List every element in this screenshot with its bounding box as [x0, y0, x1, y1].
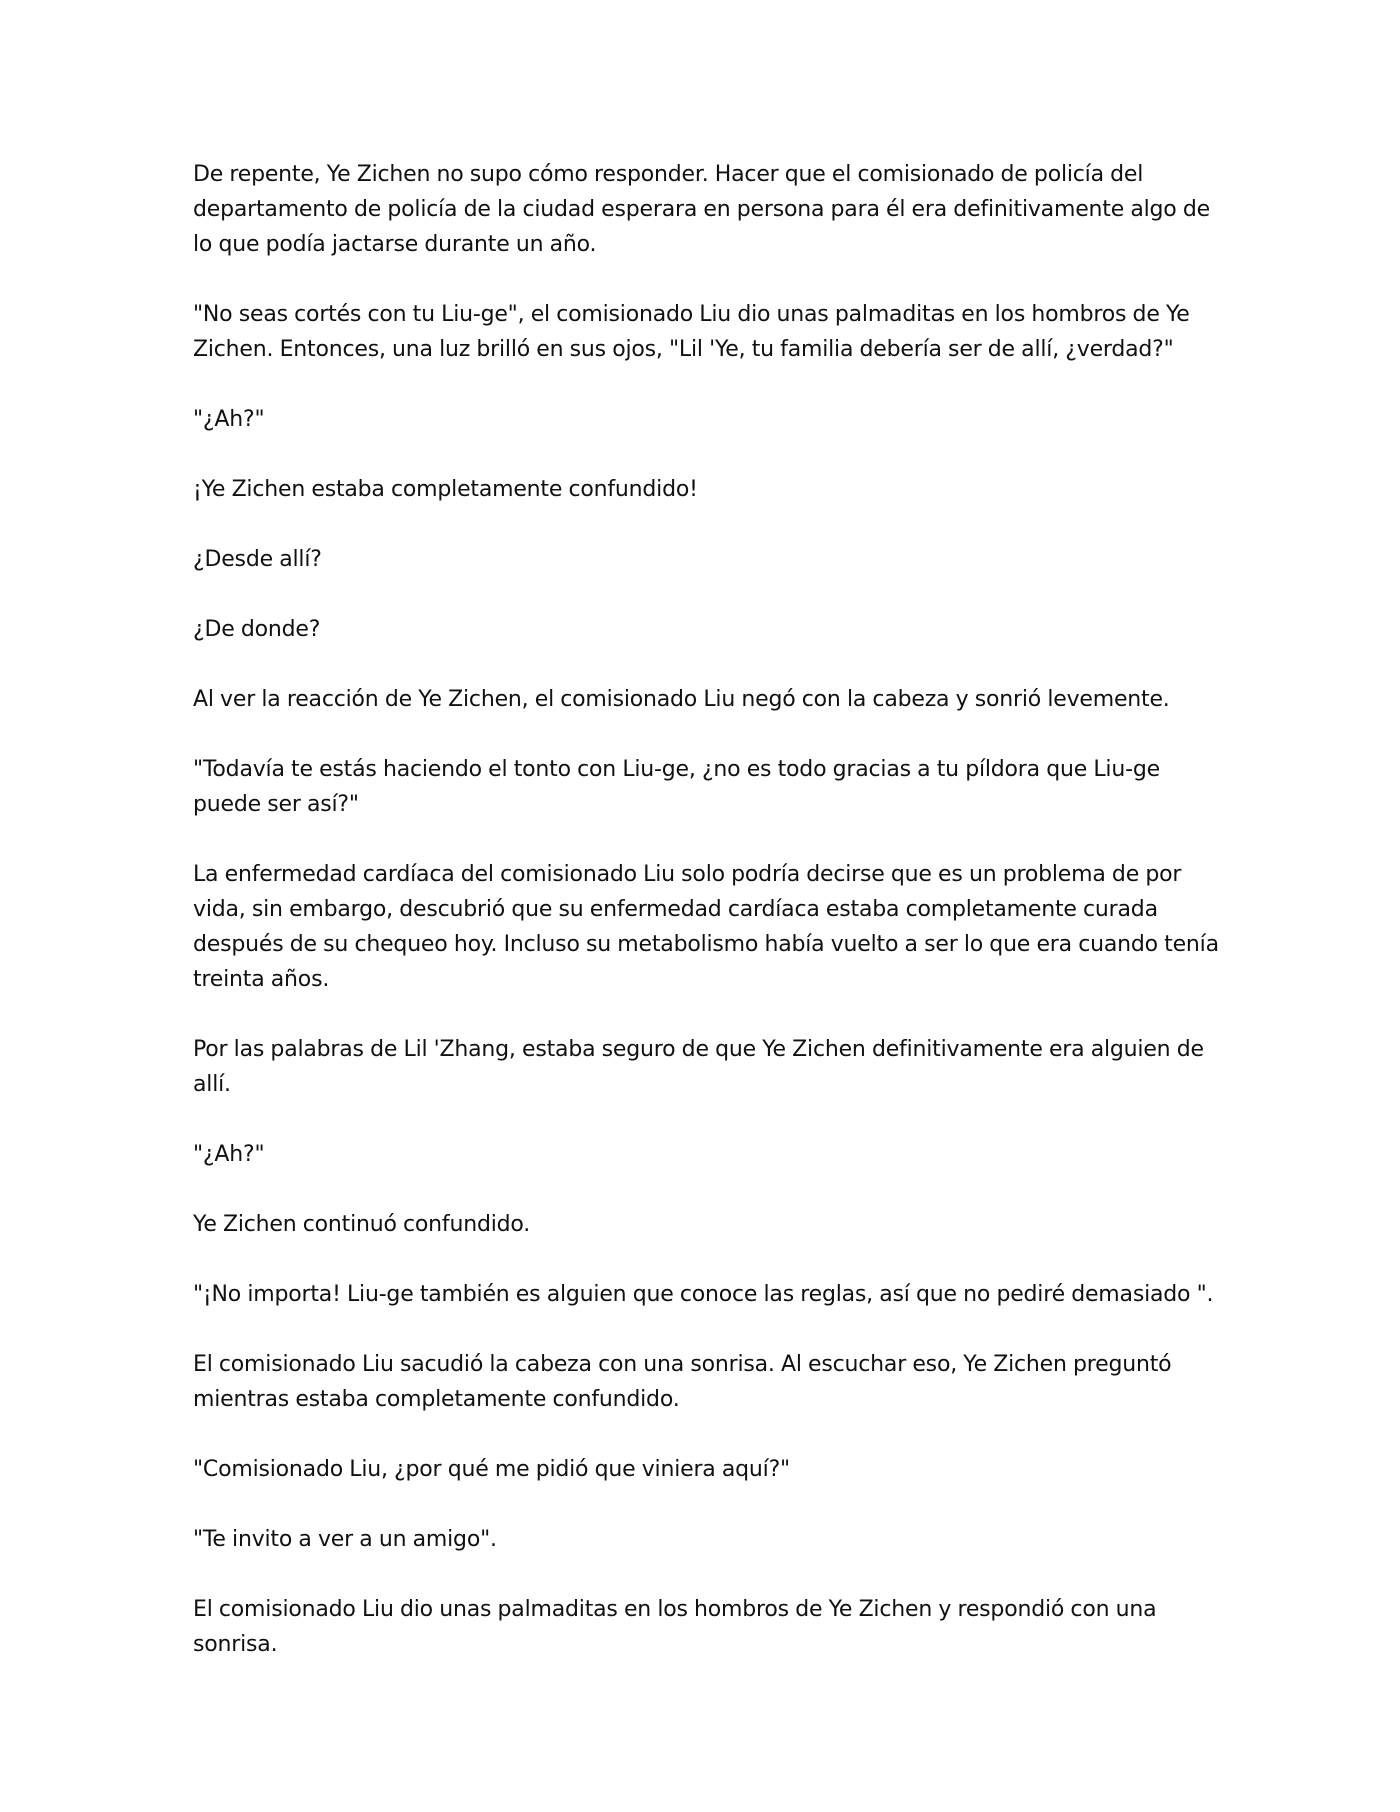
- paragraph-4: ¡Ye Zichen estaba completamente confundido!: [193, 477, 698, 502]
- paragraph-17: El comisionado Liu dio unas palmaditas en los hombros de Ye Zichen y respondió con una sonrisa.: [193, 1597, 1157, 1657]
- paragraph-9: La enfermedad cardíaca del comisionado Liu solo podría decirse que es un problema de por vida, sin embargo, descubrió que su enfermedad cardíaca estaba completamente curada después de su chequeo hoy. Incluso su metabolismo había vuelto a ser lo que era cuando tenía treinta años.: [193, 862, 1219, 992]
- paragraph-13: "¡No importa! Liu-ge también es alguien que conoce las reglas, así que no pediré demasiado ".: [193, 1282, 1214, 1307]
- document-body: [193, 157, 1223, 1697]
- paragraph-16: "Te invito a ver a un amigo".: [193, 1527, 497, 1552]
- paragraph-8: "Todavía te estás haciendo el tonto con Liu-ge, ¿no es todo gracias a tu píldora que Liu-ge puede ser así?": [193, 757, 1160, 817]
- paragraph-6: ¿De donde?: [193, 617, 321, 642]
- paragraph-3: "¿Ah?": [193, 407, 265, 432]
- paragraph-10: Por las palabras de Lil 'Zhang, estaba seguro de que Ye Zichen definitivamente era alguien de allí.: [193, 1037, 1204, 1097]
- paragraph-15: "Comisionado Liu, ¿por qué me pidió que viniera aquí?": [193, 1457, 790, 1482]
- paragraph-11: "¿Ah?": [193, 1142, 265, 1167]
- paragraph-14: El comisionado Liu sacudió la cabeza con una sonrisa. Al escuchar eso, Ye Zichen preguntó mientras estaba completamente confundido.: [193, 1352, 1172, 1412]
- paragraph-5: ¿Desde allí?: [193, 547, 322, 572]
- paragraph-12: Ye Zichen continuó confundido.: [193, 1212, 531, 1237]
- paragraph-2: "No seas cortés con tu Liu-ge", el comisionado Liu dio unas palmaditas en los hombros de Ye Zichen. Entonces, una luz brilló en sus ojos, "Lil 'Ye, tu familia debería ser de allí, ¿verdad?": [193, 302, 1190, 362]
- paragraph-1: De repente, Ye Zichen no supo cómo responder. Hacer que el comisionado de policía del departamento de policía de la ciudad esperara en persona para él era definitivamente algo de lo que podía jactarse durante un año.: [193, 162, 1210, 257]
- paragraph-7: Al ver la reacción de Ye Zichen, el comisionado Liu negó con la cabeza y sonrió levemente.: [193, 687, 1170, 712]
